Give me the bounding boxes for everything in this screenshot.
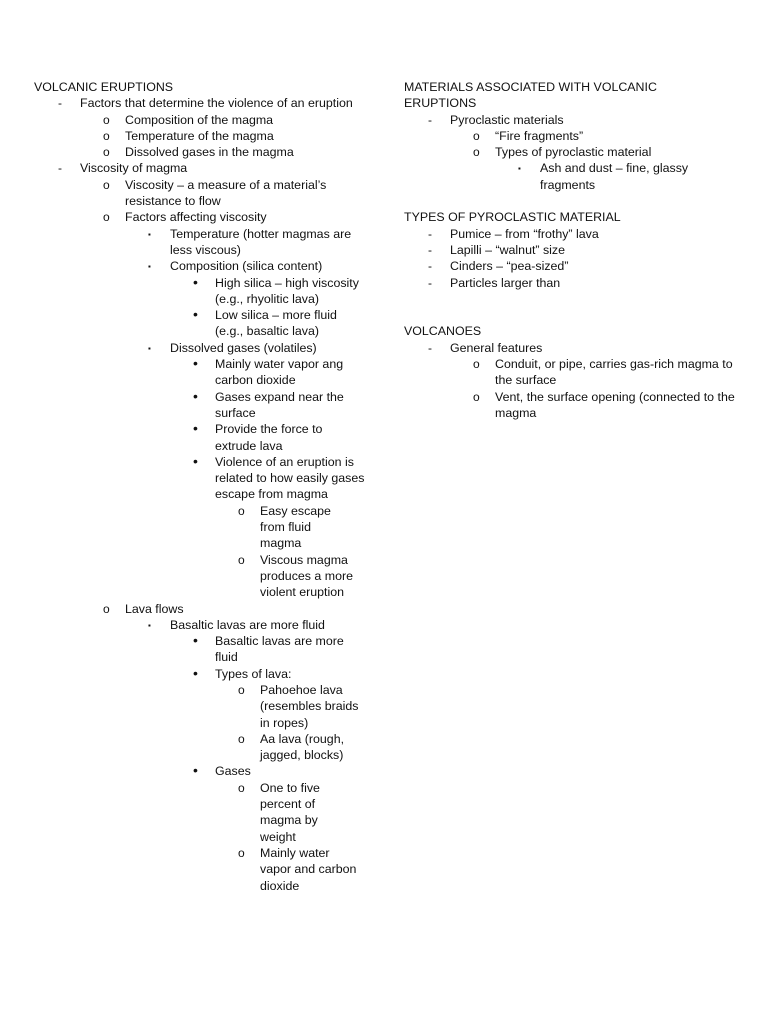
spacer: [404, 193, 744, 209]
circle-bullet: o: [103, 112, 110, 127]
item-text: High silica – high viscosity (e.g., rhyolitic lava): [215, 275, 359, 306]
item-text: “Fire fragments”: [495, 128, 584, 143]
dot-bullet: •: [193, 387, 198, 404]
dot-bullet: •: [193, 452, 198, 469]
circle-bullet: o: [103, 128, 110, 143]
dash-bullet: -: [428, 112, 432, 127]
list-item: [473, 144, 744, 160]
item-text: Gases: [215, 764, 251, 779]
list-item: [238, 552, 360, 601]
list-item: [58, 95, 370, 111]
list-item: [193, 389, 365, 422]
item-text: Gases expand near the surface: [215, 389, 344, 420]
dot-bullet: •: [193, 762, 198, 779]
item-text: Lava flows: [125, 601, 184, 616]
item-text: Aa lava (rough, jagged, blocks): [260, 731, 345, 763]
item-text: Types of lava:: [215, 666, 292, 681]
list-item: [473, 128, 744, 144]
square-bullet: ▪: [148, 229, 151, 239]
circle-bullet: o: [103, 601, 110, 616]
list-item: [428, 112, 744, 128]
list-item: [193, 763, 365, 779]
list-item: [103, 128, 370, 144]
item-text: Mainly water vapor and carbon dioxide: [260, 845, 357, 893]
item-text: Provide the force to extrude lava: [215, 422, 323, 453]
dash-bullet: -: [428, 242, 432, 257]
dot-bullet: •: [193, 632, 198, 649]
item-text: Basaltic lavas are more fluid: [215, 634, 344, 665]
list-item: [428, 275, 744, 291]
list-item: [193, 454, 365, 503]
list-item: [238, 845, 360, 894]
item-text: Factors affecting viscosity: [125, 210, 267, 225]
list-item: [473, 356, 735, 389]
circle-bullet: o: [103, 145, 110, 160]
item-text: Violence of an eruption is related to how easily gases escape from magma: [215, 454, 365, 502]
item-text: Temperature (hotter magmas are less viscous): [170, 226, 352, 257]
square-bullet: ▪: [148, 343, 151, 353]
item-text: Composition of the magma: [125, 112, 274, 127]
item-text: Lapilli – “walnut” size: [450, 242, 566, 257]
circle-bullet: o: [473, 128, 480, 143]
section-heading-volcanic-eruptions: VOLCANIC ERUPTIONS: [34, 80, 174, 94]
list-item: [103, 112, 370, 128]
dash-bullet: -: [428, 259, 432, 274]
circle-bullet: o: [473, 389, 480, 404]
item-text: Temperature of the magma: [125, 128, 274, 143]
circle-bullet: o: [238, 845, 245, 860]
list-item: [148, 258, 370, 274]
circle-bullet: o: [103, 177, 110, 192]
item-text: Cinders – “pea-sized”: [450, 259, 569, 274]
square-bullet: ▪: [148, 262, 151, 272]
circle-bullet: o: [238, 780, 245, 795]
list-item: [58, 160, 370, 176]
list-item: [193, 356, 365, 389]
item-text: Pahoehoe lava (resembles braids in ropes): [260, 682, 359, 730]
circle-bullet: o: [473, 145, 480, 160]
item-text: Dissolved gases in the magma: [125, 145, 294, 160]
dash-bullet: -: [428, 226, 432, 241]
dot-bullet: •: [193, 420, 198, 437]
item-text: Pumice – from “frothy” lava: [450, 226, 599, 241]
list-item: [428, 340, 744, 356]
dash-bullet: -: [58, 96, 62, 111]
item-text: Low silica – more fluid (e.g., basaltic lava): [215, 308, 337, 339]
list-item: [193, 666, 365, 682]
list-item: [103, 601, 370, 617]
list-item: [103, 209, 370, 225]
item-text: Dissolved gases (volatiles): [170, 340, 317, 355]
dot-bullet: •: [193, 306, 198, 323]
section-heading-materials: MATERIALS ASSOCIATED WITH VOLCANIC ERUPTIONS: [404, 80, 657, 111]
item-text: Basaltic lavas are more fluid: [170, 617, 325, 632]
dash-bullet: -: [58, 161, 62, 176]
list-item: [148, 340, 370, 356]
list-item: [238, 780, 340, 845]
item-text: Conduit, or pipe, carries gas-rich magma to the surface: [495, 357, 733, 388]
section-heading-types-pyroclastic: TYPES OF PYROCLASTIC MATERIAL: [404, 210, 621, 225]
item-text: Mainly water vapor ang carbon dioxide: [215, 357, 344, 388]
list-item: [103, 144, 370, 160]
left-column: [34, 79, 370, 894]
square-bullet: ▪: [518, 164, 521, 174]
item-text: One to five percent of magma by weight: [260, 780, 320, 844]
list-item: [193, 307, 365, 340]
list-item: [193, 275, 365, 308]
item-text: Particles larger than: [450, 275, 561, 290]
circle-bullet: o: [103, 210, 110, 225]
circle-bullet: o: [238, 682, 245, 697]
list-item: [428, 242, 744, 258]
circle-bullet: o: [238, 552, 245, 567]
spacer: [404, 291, 744, 324]
square-bullet: ▪: [148, 620, 151, 630]
circle-bullet: o: [238, 731, 245, 746]
item-text: Ash and dust – fine, glassy fragments: [540, 161, 689, 192]
item-text: Types of pyroclastic material: [495, 145, 652, 160]
item-text: Easy escape from fluid magma: [260, 503, 331, 551]
item-text: General features: [450, 340, 543, 355]
dot-bullet: •: [193, 273, 198, 290]
circle-bullet: o: [238, 503, 245, 518]
list-item: [193, 633, 365, 666]
list-item: [428, 226, 744, 242]
list-item: [103, 177, 370, 210]
item-text: Viscous magma produces a more violent eruption: [260, 552, 353, 600]
list-item: [148, 226, 360, 259]
dot-bullet: •: [193, 355, 198, 372]
list-item: [238, 682, 360, 731]
item-text: Composition (silica content): [170, 259, 323, 274]
list-item: [238, 731, 360, 764]
list-item: [518, 160, 715, 193]
list-item: [238, 503, 340, 552]
section-heading-volcanoes: VOLCANOES: [404, 324, 482, 339]
dot-bullet: •: [193, 664, 198, 681]
item-text: Viscosity of magma: [80, 161, 188, 176]
list-item: [148, 617, 370, 633]
item-text: Pyroclastic materials: [450, 112, 564, 127]
list-item: [473, 389, 740, 422]
circle-bullet: o: [473, 357, 480, 372]
dash-bullet: -: [428, 340, 432, 355]
right-column: [404, 79, 744, 421]
list-item: [193, 421, 355, 454]
item-text: Viscosity – a measure of a material’s resistance to flow: [125, 177, 327, 209]
item-text: Factors that determine the violence of an eruption: [80, 96, 353, 111]
item-text: Vent, the surface opening (connected to the magma: [495, 389, 735, 420]
dash-bullet: -: [428, 275, 432, 290]
list-item: [428, 258, 744, 274]
